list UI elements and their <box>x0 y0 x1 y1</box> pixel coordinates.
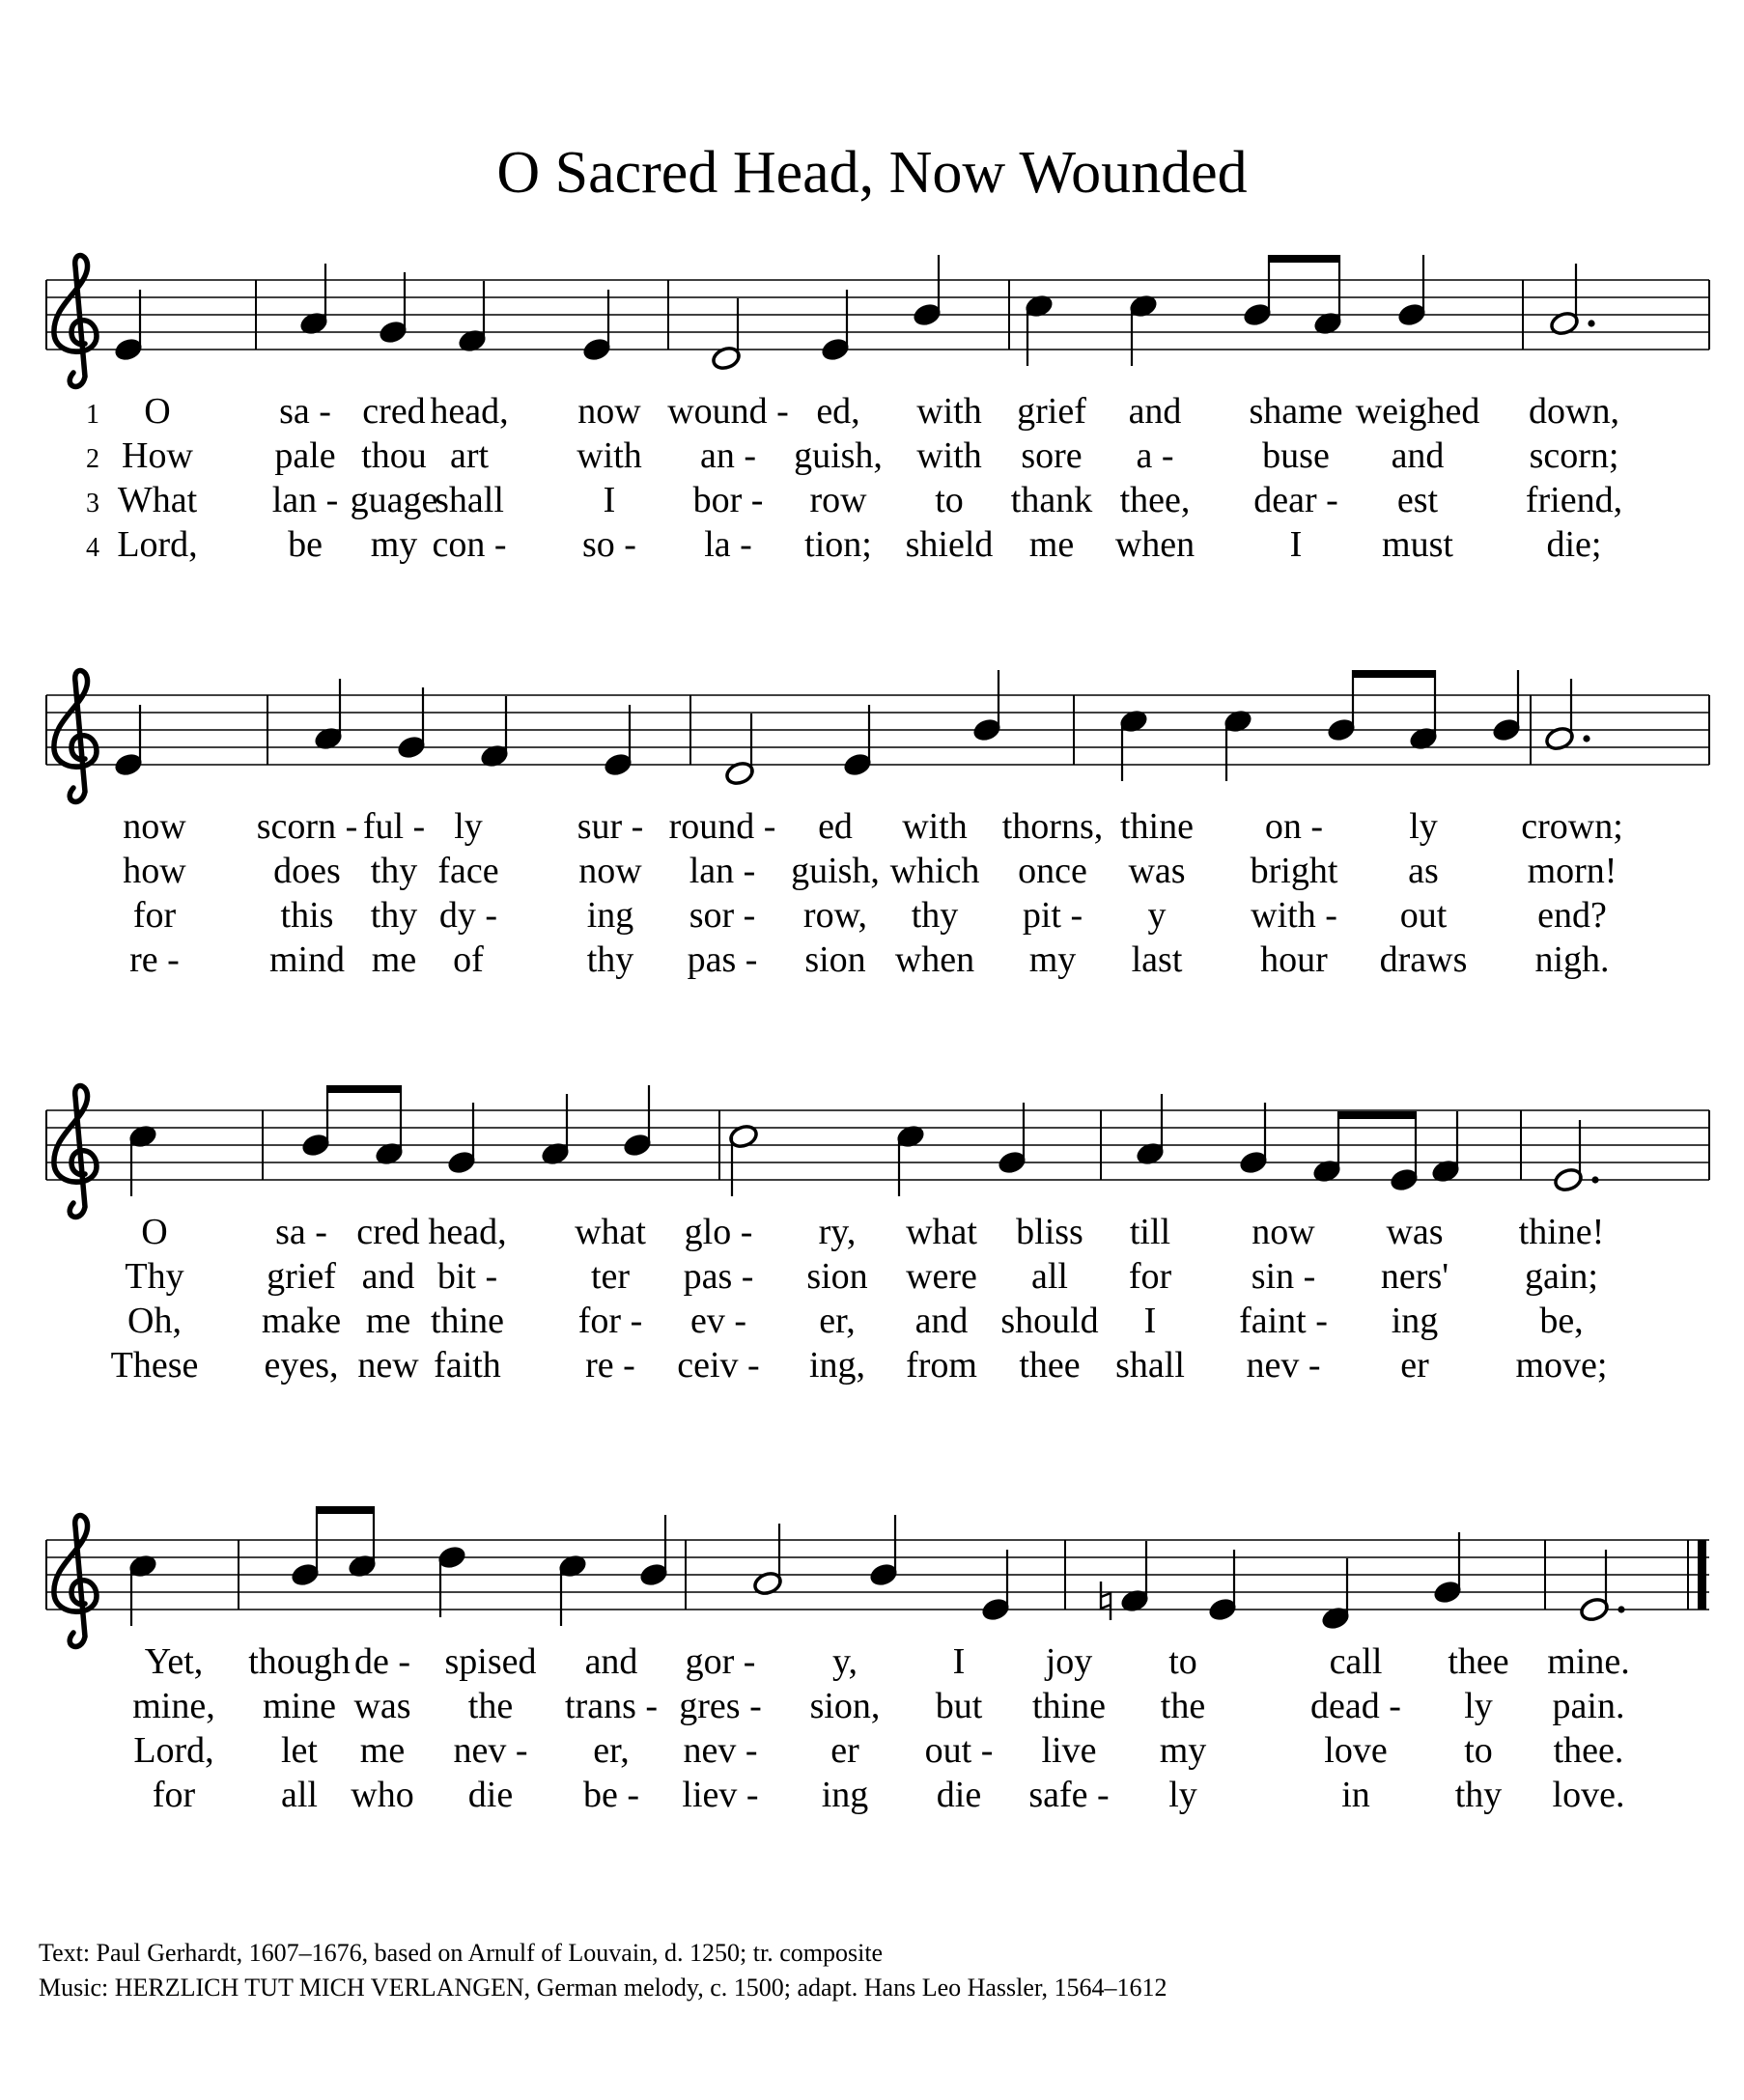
lyric-syllable: and <box>584 1641 638 1682</box>
lyric-syllable: when <box>894 939 975 980</box>
lyric-syllable: but <box>935 1686 983 1726</box>
lyric-syllable: sion <box>806 1256 868 1297</box>
lyric-syllable: wound - <box>667 391 789 432</box>
lyric-syllable: with <box>916 391 982 432</box>
lyric-syllable: thine <box>1032 1686 1106 1726</box>
lyric-syllable: nev - <box>453 1730 528 1771</box>
verse-number: 2 <box>86 444 99 474</box>
lyric-syllable: last <box>1131 939 1183 980</box>
lyric-syllable: love <box>1324 1730 1388 1771</box>
lyric-syllable: dear - <box>1253 480 1338 520</box>
beam <box>1269 255 1339 263</box>
lyric-syllable: pit - <box>1022 895 1083 936</box>
lyric-syllable: sore <box>1021 435 1083 476</box>
lyric-syllable: guish, <box>794 435 883 476</box>
lyric-syllable: ing <box>586 895 634 936</box>
final-thick-barline <box>1698 1540 1706 1610</box>
lyric-syllable: shall <box>1115 1345 1185 1386</box>
lyric-syllable: Lord, <box>117 524 198 565</box>
lyric-syllable: con - <box>432 524 507 565</box>
lyric-syllable: gain; <box>1525 1256 1598 1297</box>
lyric-syllable: what <box>906 1212 977 1252</box>
lyric-syllable: Yet, <box>144 1641 204 1682</box>
lyric-syllable: head, <box>430 391 509 432</box>
lyric-syllable: thorns, <box>1001 806 1104 847</box>
lyric-syllable: ry, <box>818 1212 857 1252</box>
lyric-syllable: die; <box>1546 524 1602 565</box>
lyric-syllable: thine <box>1120 806 1194 847</box>
lyric-syllable: down, <box>1529 391 1619 432</box>
lyric-syllable: thee <box>1448 1641 1509 1682</box>
lyric-syllable: art <box>449 435 490 476</box>
beam <box>1353 670 1435 678</box>
lyric-syllable: guage <box>350 480 438 520</box>
lyric-syllable: ing, <box>808 1345 866 1386</box>
lyric-syllable: gres - <box>679 1686 762 1726</box>
augmentation-dot <box>1583 735 1589 742</box>
lyric-syllable: lan - <box>271 480 339 520</box>
lyric-syllable: nev - <box>683 1730 758 1771</box>
lyric-syllable: y, <box>831 1641 858 1682</box>
staff-system <box>46 670 1709 980</box>
beam <box>317 1506 374 1514</box>
lyric-syllable: tion; <box>804 524 872 565</box>
lyric-syllable: me <box>365 1301 411 1341</box>
lyric-syllable: re - <box>585 1345 635 1386</box>
credits <box>39 1936 1167 2005</box>
lyric-syllable: er <box>1400 1345 1429 1386</box>
lyric-syllable: Oh, <box>127 1301 182 1341</box>
lyric-syllable: These <box>110 1345 199 1386</box>
lyric-syllable: faint - <box>1239 1301 1328 1341</box>
lyric-syllable: thy <box>370 895 418 936</box>
lyric-syllable: let <box>281 1730 318 1771</box>
lyric-syllable: row, <box>802 895 868 936</box>
lyric-syllable: glo - <box>684 1212 753 1252</box>
lyric-syllable: round - <box>668 806 776 847</box>
lyric-syllable: ing <box>1391 1301 1439 1341</box>
lyric-syllable: bor - <box>692 480 764 520</box>
lyric-syllable: eyes, <box>264 1345 339 1386</box>
lyric-syllable: sa - <box>279 391 331 432</box>
lyric-syllable: cred <box>362 391 426 432</box>
text-credit: Text: Paul Gerhardt, 1607–1676, based on Arnulf of Louvain, d. 1250; tr. composite <box>39 1939 884 1967</box>
verse-number: 4 <box>86 533 99 563</box>
lyric-syllable: thine! <box>1518 1212 1605 1252</box>
lyric-syllable: I <box>1289 524 1303 565</box>
lyric-syllable: er, <box>819 1301 856 1341</box>
lyric-syllable: on - <box>1264 806 1324 847</box>
lyric-syllable: were <box>906 1256 977 1297</box>
lyric-syllable: out <box>1399 895 1448 936</box>
lyric-syllable: when <box>1114 524 1195 565</box>
lyric-syllable: er, <box>593 1730 630 1771</box>
lyric-syllable: as <box>1408 851 1439 891</box>
lyric-syllable: the <box>1160 1686 1206 1726</box>
lyric-syllable: to <box>1168 1641 1197 1682</box>
lyric-syllable: was <box>1128 851 1186 891</box>
lyric-syllable: for <box>132 895 177 936</box>
treble-clef-icon <box>54 1086 97 1218</box>
lyric-syllable: was <box>353 1686 411 1726</box>
lyric-syllable: bliss <box>1016 1212 1083 1252</box>
lyric-syllable: O <box>144 391 171 432</box>
lyric-syllable: ful - <box>362 806 426 847</box>
lyric-syllable: joy <box>1045 1641 1093 1682</box>
lyric-syllable: scorn - <box>256 806 358 847</box>
lyric-syllable: thee, <box>1119 480 1191 520</box>
lyric-syllable: spised <box>444 1641 537 1682</box>
lyric-syllable: nigh. <box>1534 939 1610 980</box>
lyric-syllable: was <box>1386 1212 1444 1252</box>
lyric-syllable: bright <box>1250 851 1338 891</box>
lyric-syllable: ed, <box>816 391 860 432</box>
lyric-syllable: all <box>281 1775 318 1815</box>
lyric-syllable: and <box>1391 435 1445 476</box>
lyric-syllable: nev - <box>1246 1345 1321 1386</box>
lyric-syllable: in <box>1341 1775 1370 1815</box>
lyric-syllable: dy - <box>438 895 498 936</box>
lyric-syllable: head, <box>428 1212 507 1252</box>
lyric-syllable: Thy <box>125 1256 184 1297</box>
lyric-syllable: end? <box>1537 895 1607 936</box>
lyric-syllable: ly <box>454 806 483 847</box>
verse-number: 3 <box>86 489 99 518</box>
lyric-syllable: draws <box>1379 939 1468 980</box>
lyric-syllable: die <box>936 1775 982 1815</box>
lyric-syllable: though <box>248 1641 351 1682</box>
lyric-syllable: crown; <box>1521 806 1623 847</box>
staff-system <box>46 1085 1709 1386</box>
lyric-syllable: sor - <box>689 895 756 936</box>
lyric-syllable: who <box>351 1775 414 1815</box>
lyric-syllable: with <box>902 806 968 847</box>
lyric-syllable: love. <box>1552 1775 1625 1815</box>
lyric-syllable: thy <box>1454 1775 1503 1815</box>
treble-clef-icon <box>54 256 97 387</box>
beam <box>327 1085 401 1093</box>
lyric-syllable: my <box>1159 1730 1207 1771</box>
lyric-syllable: be - <box>582 1775 640 1815</box>
lyric-syllable: buse <box>1262 435 1330 476</box>
lyric-syllable: thy <box>370 851 418 891</box>
lyric-syllable: thou <box>361 435 427 476</box>
treble-clef-icon <box>54 1516 97 1647</box>
lyric-syllable: and <box>1128 391 1182 432</box>
lyric-syllable: be, <box>1539 1301 1584 1341</box>
lyric-syllable: sion <box>804 939 866 980</box>
lyric-syllable: sa - <box>275 1212 327 1252</box>
lyric-syllable: O <box>141 1212 168 1252</box>
lyric-syllable: me <box>1028 524 1075 565</box>
lyric-syllable: to <box>935 480 964 520</box>
lyric-syllable: ing <box>821 1775 869 1815</box>
augmentation-dot <box>1617 1606 1624 1612</box>
lyric-syllable: now <box>123 806 186 847</box>
lyric-syllable: ed <box>818 806 853 847</box>
lyric-syllable: the <box>467 1686 514 1726</box>
lyric-syllable: row <box>809 480 867 520</box>
lyric-syllable: sin - <box>1251 1256 1316 1297</box>
lyric-syllable: ly <box>1409 806 1438 847</box>
lyric-syllable: pas - <box>687 939 758 980</box>
page-title: O Sacred Head, Now Wounded <box>496 140 1248 206</box>
lyric-syllable: faith <box>434 1345 501 1386</box>
lyric-syllable: a - <box>1136 435 1174 476</box>
lyric-syllable: with <box>577 435 642 476</box>
lyric-syllable: must <box>1382 524 1453 565</box>
lyric-syllable: How <box>122 435 193 476</box>
lyric-syllable: grief <box>1017 391 1086 432</box>
lyric-syllable: now <box>577 391 641 432</box>
lyric-syllable: shall <box>435 480 504 520</box>
lyric-syllable: out - <box>924 1730 994 1771</box>
lyric-syllable: guish, <box>791 851 880 891</box>
lyric-syllable: I <box>603 480 616 520</box>
lyric-syllable: face <box>437 851 499 891</box>
lyric-syllable: dead - <box>1310 1686 1401 1726</box>
lyric-syllable: gor - <box>685 1641 756 1682</box>
lyric-syllable: ly <box>1464 1686 1493 1726</box>
lyric-syllable: thank <box>1010 480 1093 520</box>
lyric-syllable: pas - <box>683 1256 754 1297</box>
treble-clef-icon <box>54 671 97 802</box>
lyric-syllable: mind <box>268 939 346 980</box>
lyric-syllable: should <box>1000 1301 1099 1341</box>
lyric-syllable: an - <box>699 435 757 476</box>
lyric-syllable: est <box>1396 480 1439 520</box>
lyric-syllable: to <box>1464 1730 1493 1771</box>
lyric-syllable: with <box>916 435 982 476</box>
lyric-syllable: shield <box>905 524 994 565</box>
lyric-syllable: for <box>152 1775 196 1815</box>
lyric-syllable: and <box>914 1301 969 1341</box>
lyric-syllable: thine <box>431 1301 504 1341</box>
natural-sign-icon <box>1101 1582 1111 1620</box>
lyric-syllable: ly <box>1168 1775 1197 1815</box>
lyric-syllable: and <box>361 1256 415 1297</box>
lyric-syllable: thee <box>1019 1345 1081 1386</box>
lyric-syllable: for <box>1128 1256 1172 1297</box>
lyric-syllable: weighed <box>1355 391 1480 432</box>
lyric-syllable: safe - <box>1028 1775 1110 1815</box>
lyric-syllable: so - <box>582 524 636 565</box>
beam <box>1338 1111 1416 1119</box>
lyric-syllable: move; <box>1515 1345 1608 1386</box>
augmentation-dot <box>1591 1176 1598 1183</box>
lyric-syllable: grief <box>267 1256 336 1297</box>
lyric-syllable: once <box>1018 851 1087 891</box>
lyric-syllable: make <box>261 1301 342 1341</box>
lyric-syllable: pale <box>274 435 336 476</box>
lyric-syllable: sur - <box>577 806 644 847</box>
lyric-syllable: call <box>1329 1641 1383 1682</box>
lyric-syllable: now <box>578 851 642 891</box>
lyric-syllable: lan - <box>689 851 756 891</box>
lyric-syllable: me <box>371 939 417 980</box>
music-credit: Music: HERZLICH TUT MICH VERLANGEN, German melody, c. 1500; adapt. Hans Leo Hassler, 1564–1612 <box>39 1974 1167 2002</box>
lyric-syllable: bit - <box>436 1256 498 1297</box>
lyric-syllable: mine <box>263 1686 336 1726</box>
lyric-syllable: ners' <box>1380 1256 1449 1297</box>
lyric-syllable: y <box>1147 895 1167 936</box>
lyric-syllable: I <box>952 1641 966 1682</box>
lyric-syllable: how <box>123 851 186 891</box>
lyric-syllable: till <box>1129 1212 1171 1252</box>
lyric-syllable: mine. <box>1547 1641 1630 1682</box>
lyric-syllable: from <box>906 1345 977 1386</box>
lyric-syllable: What <box>117 480 198 520</box>
lyric-syllable: die <box>467 1775 514 1815</box>
lyric-syllable: shame <box>1249 391 1343 432</box>
lyric-syllable: thee. <box>1553 1730 1624 1771</box>
lyric-syllable: cred <box>356 1212 420 1252</box>
staff-system <box>46 255 1709 565</box>
lyric-syllable: re - <box>129 939 180 980</box>
lyric-syllable: morn! <box>1527 851 1617 891</box>
lyric-syllable: new <box>357 1345 419 1386</box>
lyric-syllable: my <box>370 524 418 565</box>
lyric-syllable: my <box>1028 939 1077 980</box>
lyric-syllable: which <box>889 851 980 891</box>
lyric-syllable: thy <box>586 939 634 980</box>
lyric-syllable: ter <box>590 1256 631 1297</box>
lyric-syllable: mine, <box>132 1686 215 1726</box>
lyric-syllable: for - <box>577 1301 643 1341</box>
lyric-syllable: thy <box>911 895 959 936</box>
lyric-syllable: de - <box>353 1641 411 1682</box>
lyric-syllable: ceiv - <box>677 1345 760 1386</box>
lyric-syllable: now <box>1252 1212 1315 1252</box>
lyric-syllable: friend, <box>1525 480 1623 520</box>
lyric-syllable: hour <box>1260 939 1328 980</box>
lyric-syllable: la - <box>704 524 752 565</box>
lyric-syllable: liev - <box>682 1775 759 1815</box>
lyric-syllable: scorn; <box>1529 435 1619 476</box>
lyric-syllable: Lord, <box>133 1730 214 1771</box>
lyric-syllable: be <box>288 524 323 565</box>
lyric-syllable: I <box>1143 1301 1157 1341</box>
lyric-syllable: this <box>280 895 334 936</box>
lyric-syllable: of <box>453 939 484 980</box>
lyric-syllable: all <box>1031 1256 1068 1297</box>
lyric-syllable: with - <box>1251 895 1337 936</box>
lyric-syllable: sion, <box>809 1686 881 1726</box>
lyric-syllable: what <box>575 1212 646 1252</box>
staff-system <box>46 1506 1709 1815</box>
lyric-syllable: me <box>359 1730 406 1771</box>
verse-number: 1 <box>86 400 99 430</box>
lyric-syllable: pain. <box>1552 1686 1625 1726</box>
augmentation-dot <box>1588 320 1594 326</box>
lyric-syllable: does <box>273 851 341 891</box>
lyric-syllable: live <box>1041 1730 1097 1771</box>
lyric-syllable: er <box>830 1730 859 1771</box>
lyric-syllable: ev - <box>689 1301 747 1341</box>
lyric-syllable: trans - <box>564 1686 659 1726</box>
